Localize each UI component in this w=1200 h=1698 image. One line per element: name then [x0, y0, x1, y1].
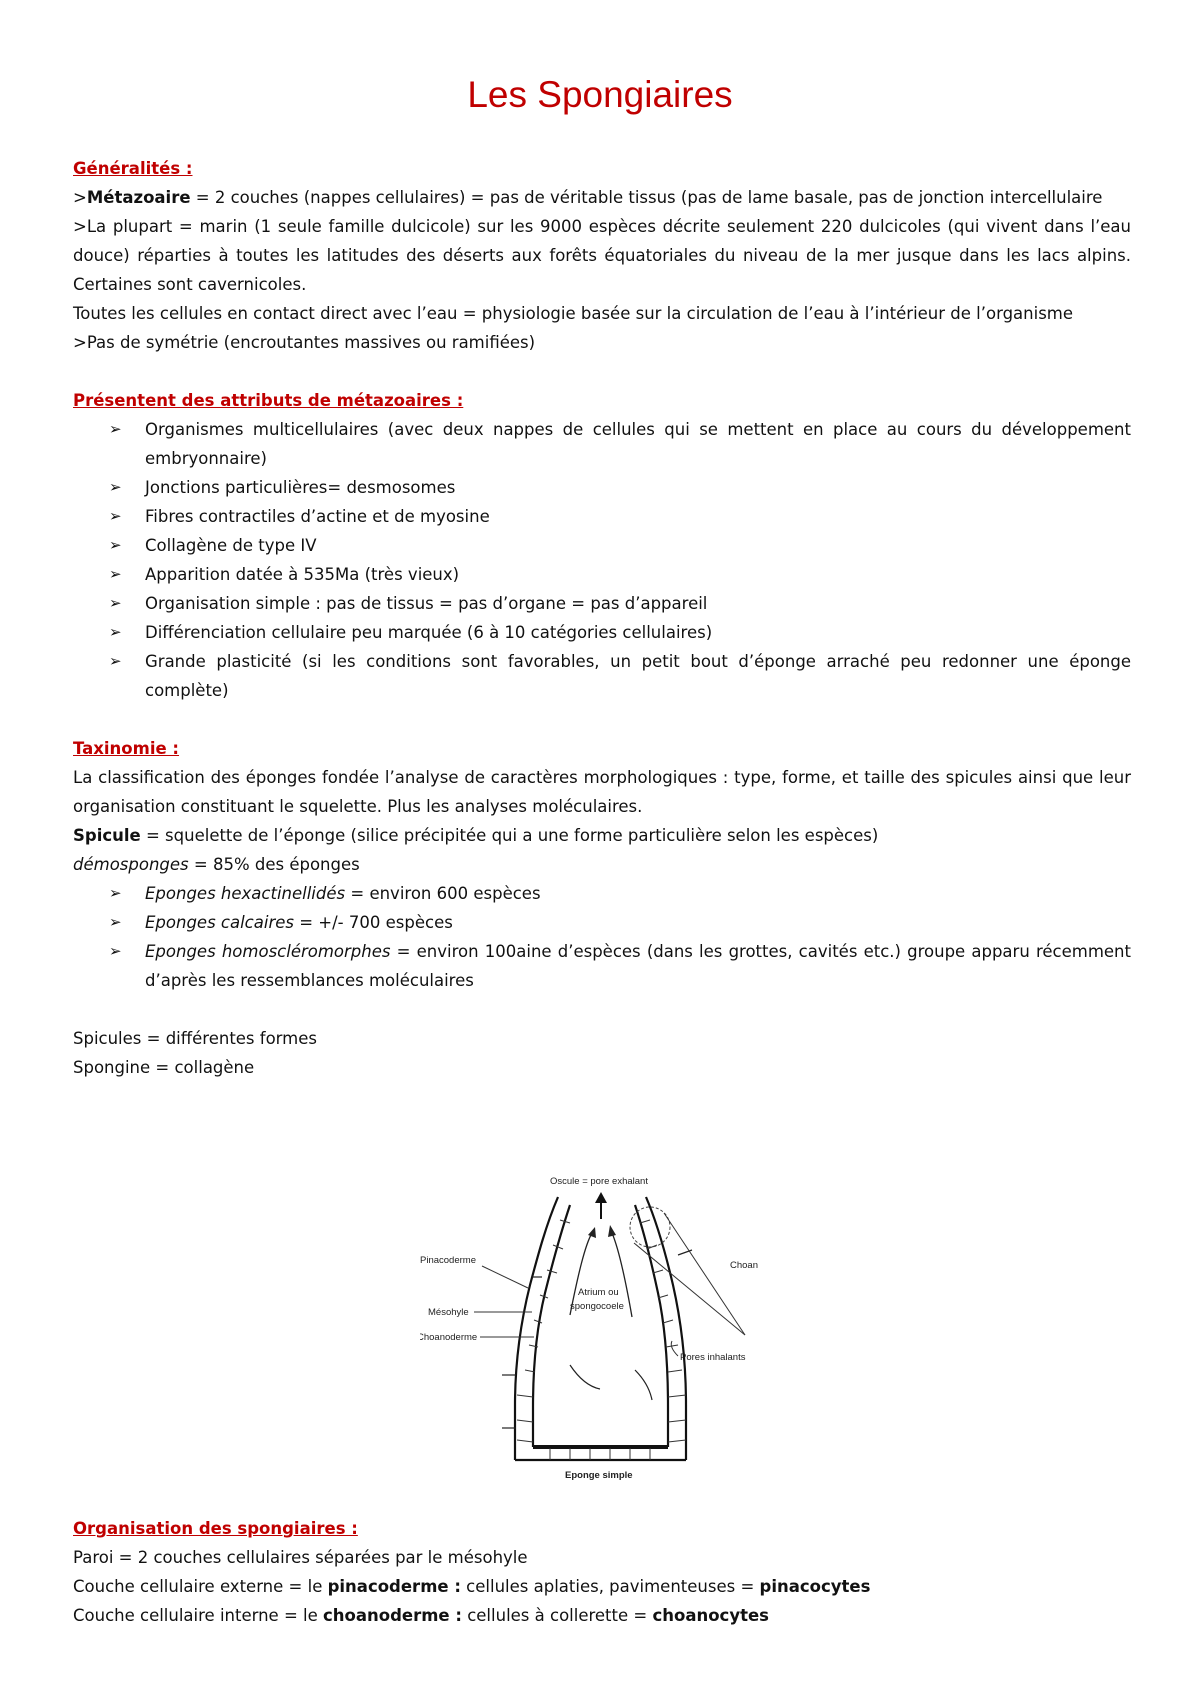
list-item: [73, 937, 1131, 995]
page-title: Les Spongiaires: [467, 74, 733, 115]
list-item: [73, 589, 1131, 618]
arrow-bullet-icon: ➢: [109, 652, 122, 670]
blank-line: [73, 705, 1131, 734]
text-fragment: Couche cellulaire externe = le: [73, 1577, 328, 1596]
arrow-bullet-icon: ➢: [109, 478, 122, 496]
list-item: [73, 473, 1131, 502]
italic-term: Eponges calcaires: [145, 913, 294, 932]
list-item: [73, 879, 1131, 908]
flow-arrow-left-head: [588, 1227, 596, 1238]
attributs-list: [73, 415, 1131, 705]
bold-term-choanocytes: choanocytes: [652, 1606, 769, 1625]
list-item: [73, 531, 1131, 560]
flow-arrow-bottom-left: [570, 1365, 600, 1389]
leader-pores: [671, 1341, 678, 1356]
arrow-bullet-icon: ➢: [109, 623, 122, 641]
label-pinacoderme: Pinacoderme: [420, 1255, 476, 1266]
list-item-text: = +/- 700 espèces: [293, 913, 453, 932]
list-item: [73, 618, 1131, 647]
text-fragment: cellules à collerette =: [461, 1606, 653, 1625]
inhalant-arrows: [502, 1250, 692, 1428]
bold-term-choanoderme: choanoderme :: [323, 1606, 462, 1625]
list-item-text: = environ 100aine d’espèces (dans les grottes, cavités etc.) groupe apparu récemment d’après les ressemblances moléculaires: [145, 942, 1131, 990]
blank-line: [73, 995, 1131, 1024]
text-fragment: >: [73, 188, 87, 207]
bold-term-pinacocytes: pinacocytes: [759, 1577, 871, 1596]
right-wall-inner: [635, 1205, 668, 1447]
list-item-text: Différenciation cellulaire peu marquée (6 à 10 catégories cellulaires): [145, 623, 713, 642]
text-fragment: = squelette de l’éponge (silice précipitée qui a une forme particulière selon les espèces): [140, 826, 879, 845]
list-item-text: Organisation simple : pas de tissus = pas d’organe = pas d’appareil: [145, 594, 708, 613]
taxinomie-list: [73, 879, 1131, 995]
list-item-text: = environ 600 espèces: [345, 884, 541, 903]
list-item-text: Grande plasticité (si les conditions sont favorables, un petit bout d’éponge arraché peu redonner une éponge complète): [145, 652, 1131, 700]
label-pores-inhalants: Pores inhalants: [680, 1352, 746, 1363]
text-fragment: = 85% des éponges: [188, 855, 360, 874]
organisation-section: [73, 1514, 1131, 1630]
flow-arrow-right-head: [608, 1225, 616, 1237]
list-item: [73, 502, 1131, 531]
sponge-diagram: [420, 1165, 780, 1490]
arrow-bullet-icon: ➢: [109, 884, 122, 902]
blank-line: [73, 357, 1131, 386]
paragraph-paroi: Paroi = 2 couches cellulaires séparées par le mésohyle: [73, 1548, 528, 1567]
bold-term-metazoaire: Métazoaire: [86, 188, 191, 207]
main-content: [73, 154, 1131, 1082]
text-fragment: cellules aplaties, pavimenteuses =: [460, 1577, 760, 1596]
list-item-text: Collagène de type IV: [145, 536, 317, 555]
left-wall-inner: [533, 1205, 570, 1447]
choan-pointer-line-1: [664, 1213, 745, 1335]
label-spongocoele: spongocoele: [570, 1301, 624, 1312]
list-item: [73, 908, 1131, 937]
paragraph-spicules: Spicules = différentes formes: [73, 1029, 317, 1048]
sponge-diagram-svg: [420, 1165, 780, 1490]
list-item-text: Jonctions particulières= desmosomes: [145, 478, 456, 497]
paragraph-classification: La classification des éponges fondée l’analyse de caractères morphologiques : type, forme, et taille des spicules ainsi que leur organisation constituant le squelette. Plus les analyses moléculaires.: [73, 768, 1131, 816]
section-heading-generalites: Généralités :: [73, 159, 193, 178]
arrow-bullet-icon: ➢: [109, 420, 122, 438]
label-choanoderme: Choanoderme: [420, 1332, 478, 1343]
italic-term-demosponges: démosponges: [73, 855, 189, 874]
list-item-text: Fibres contractiles d’actine et de myosine: [145, 507, 490, 526]
section-heading-attributs: Présentent des attributs de métazoaires :: [73, 391, 464, 410]
arrow-bullet-icon: ➢: [109, 594, 122, 612]
leader-pinacoderme: [482, 1266, 528, 1288]
list-item: [73, 560, 1131, 589]
label-mesohyle: Mésohyle: [428, 1307, 469, 1318]
list-item: [73, 647, 1131, 705]
oscule-arrow-head: [595, 1192, 607, 1203]
list-item-text: Organismes multicellulaires (avec deux nappes de cellules qui se mettent en place au cours du développement embryonnaire): [145, 420, 1131, 468]
italic-term: Eponges hexactinellidés: [145, 884, 346, 903]
label-choan: Choan: [730, 1260, 758, 1271]
arrow-bullet-icon: ➢: [109, 507, 122, 525]
bold-term-pinacoderme: pinacoderme :: [327, 1577, 461, 1596]
paragraph-spongine: Spongine = collagène: [73, 1058, 255, 1077]
text-fragment: Couche cellulaire interne = le: [73, 1606, 324, 1625]
arrow-bullet-icon: ➢: [109, 913, 122, 931]
text-fragment: = 2 couches (nappes cellulaires) = pas de véritable tissus (pas de lame basale, pas de jonction intercellulaire: [190, 188, 1103, 207]
paragraph-demosponges: [73, 850, 1131, 879]
paragraph-symetrie: >Pas de symétrie (encroutantes massives ou ramifiées): [73, 333, 536, 352]
arrow-bullet-icon: ➢: [109, 942, 122, 960]
paragraph-physiologie: Toutes les cellules en contact direct avec l’eau = physiologie basée sur la circulation de l’eau à l’intérieur de l’organisme: [73, 304, 1074, 323]
label-atrium: Atrium ou: [578, 1287, 619, 1298]
bold-term-spicule: Spicule: [73, 826, 141, 845]
flow-arrow-bottom-right: [635, 1370, 652, 1400]
paragraph-couche-externe: [73, 1572, 1131, 1601]
list-item-text: Apparition datée à 535Ma (très vieux): [145, 565, 460, 584]
section-heading-taxinomie: Taxinomie :: [73, 739, 180, 758]
wall-cells: [517, 1220, 686, 1460]
section-heading-organisation: Organisation des spongiaires :: [73, 1519, 358, 1538]
list-item: [73, 415, 1131, 473]
figure-caption: Eponge simple: [565, 1470, 633, 1481]
paragraph-spicule: [73, 821, 1131, 850]
choan-pointer-line-2: [634, 1243, 745, 1335]
paragraph-habitat: >La plupart = marin (1 seule famille dulcicole) sur les 9000 espèces décrite seulement 220 dulcicoles (qui vivent dans l’eau douce) réparties à toutes les latitudes des déserts aux forêts équatoriales du niveau de la mer jusque dans les lacs alpins. Certaines sont cavernicoles.: [73, 217, 1131, 294]
label-oscule: Oscule = pore exhalant: [550, 1176, 648, 1187]
paragraph-metazoaire: [73, 183, 1131, 212]
italic-term: Eponges homoscléromorphes: [145, 942, 391, 961]
arrow-bullet-icon: ➢: [109, 565, 122, 583]
arrow-bullet-icon: ➢: [109, 536, 122, 554]
paragraph-couche-interne: [73, 1601, 1131, 1630]
